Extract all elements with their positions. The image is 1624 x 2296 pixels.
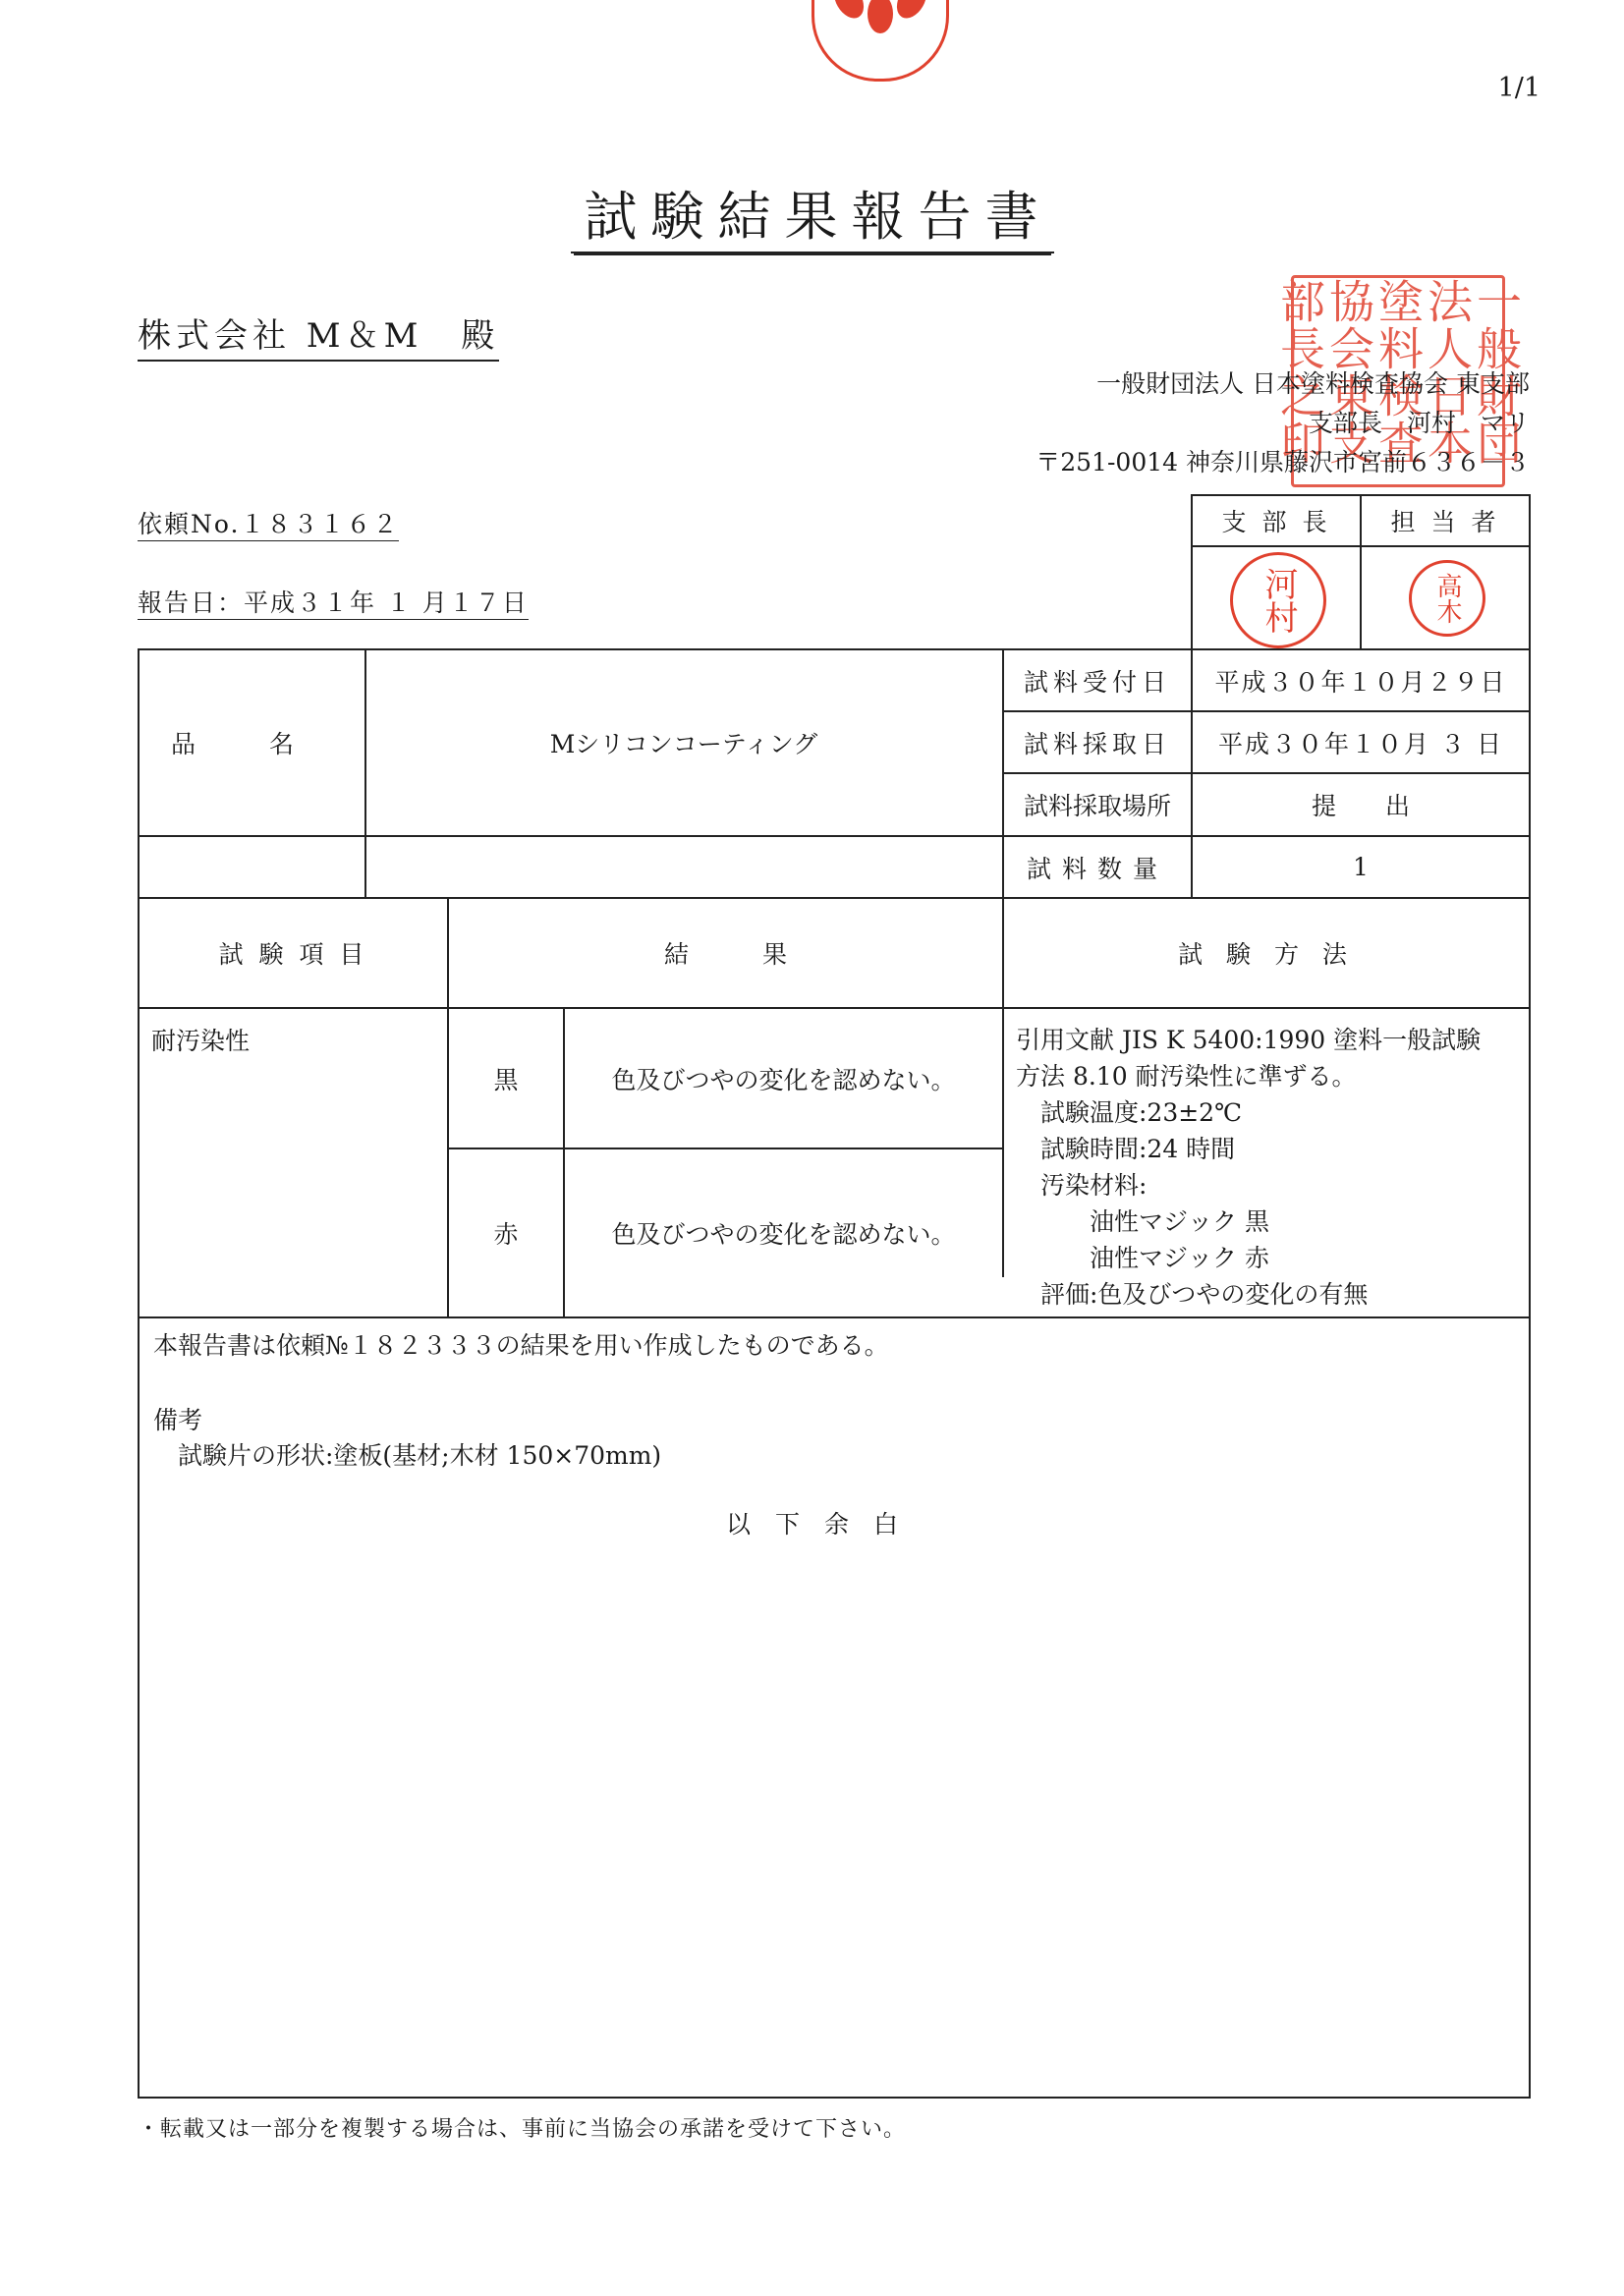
method-line: 汚染材料: (1016, 1171, 1148, 1200)
report-date: 報告日：平成３１年 １ 月１７日 (138, 584, 529, 620)
method-line: 方法 8.10 耐汚染性に準ずる。 (1016, 1062, 1357, 1091)
received-date-value: 平成３０年１０月２９日 (1214, 667, 1507, 697)
staff-seal-text: 高木 (1432, 573, 1462, 624)
result-color-black: 黒 (493, 1065, 519, 1094)
sample-quantity-label: 試料数量 (1026, 854, 1168, 883)
request-number: 依頼No.１８３１６２ (138, 505, 399, 541)
remarks-basis: 本報告書は依頼№１８２３３３の結果を用い作成したものである。 (153, 1331, 889, 1360)
test-item-header: 試 験 項 目 (218, 940, 368, 969)
top-seal-stamp (812, 0, 949, 82)
addressee: 株式会社 M＆M 殿 (138, 308, 499, 362)
method-line: 試験温度:23±2℃ (1016, 1098, 1243, 1127)
result-value-red: 色及びつやの変化を認めない。 (611, 1220, 956, 1249)
sampled-date-value: 平成３０年１０月 ３ 日 (1218, 729, 1503, 758)
result-color-red: 赤 (493, 1220, 519, 1249)
sampling-place-value: 提 出 (1311, 792, 1410, 820)
staff-seal (1409, 560, 1485, 637)
test-method-header: 試 験 方 法 (1178, 940, 1355, 969)
method-line: 油性マジック 赤 (1016, 1244, 1269, 1272)
remarks-heading: 備考 (153, 1406, 203, 1434)
remarks-end: 以 下 余 白 (725, 1510, 898, 1539)
sampling-place-label: 試料採取場所 (1023, 792, 1171, 820)
product-name-value: Mシリコンコーティング (549, 730, 818, 758)
organization-seal-text: 一般財団法人日本塗料検査協会東支部長之印 (1273, 278, 1523, 467)
method-line: 引用文献 JIS K 5400:1990 塗料一般試験 (1016, 1026, 1482, 1054)
sampled-date-label: 試料採取日 (1023, 729, 1171, 758)
received-date-label: 試料受付日 (1023, 667, 1171, 697)
page-number: 1/1 (1497, 73, 1540, 103)
issuer-address: 〒251-0014 神奈川県藤沢市宮前６３６－３ (1036, 448, 1530, 476)
footer-note: ・転載又は一部分を複製する場合は、事前に当協会の承諾を受けて下さい。 (138, 2117, 907, 2142)
product-name-label: 品 名 (171, 730, 295, 758)
test-method-text (1016, 1022, 1481, 1313)
document-title-text: 試験結果報告書 (571, 186, 1054, 253)
chief-seal (1230, 552, 1326, 648)
document-title (0, 175, 1624, 251)
issuer-organization: 一般財団法人 日本塗料検査協会 東支部 (1096, 369, 1530, 398)
chief-label: 支 部 長 (1221, 508, 1331, 536)
result-value-black: 色及びつやの変化を認めない。 (611, 1065, 956, 1094)
issuer-chief: 支部長 河村 マリ (1308, 409, 1530, 437)
result-header: 結 果 (663, 940, 787, 969)
method-line: 油性マジック 黒 (1016, 1207, 1269, 1236)
remarks-specimen: 試験片の形状:塗板(基材;木材 150×70mm) (153, 1441, 662, 1470)
method-line: 試験時間:24 時間 (1016, 1135, 1236, 1163)
chief-seal-text: 河村 (1259, 567, 1298, 634)
method-line: 評価:色及びつやの変化の有無 (1016, 1280, 1369, 1309)
test-item-value: 耐汚染性 (151, 1027, 251, 1055)
staff-label: 担 当 者 (1390, 508, 1500, 536)
sample-quantity-value: 1 (1353, 853, 1369, 881)
